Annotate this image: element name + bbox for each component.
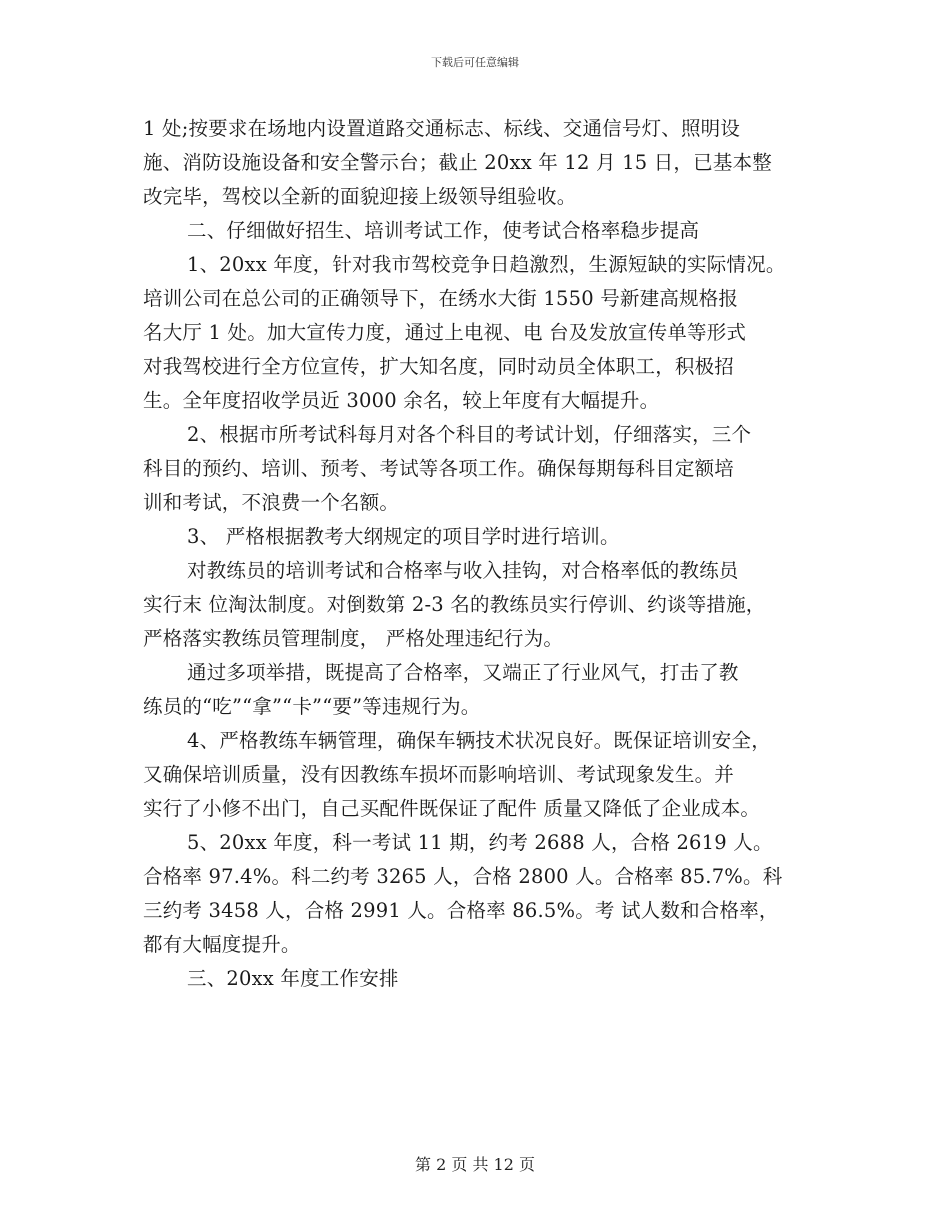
text-line: 1、20xx 年度，针对我市驾校竞争日趋激烈，生源短缺的实际情况。: [187, 253, 786, 276]
text-line: 又确保培训质量，没有因教练车损坏而影响培训、考试现象发生。并: [143, 763, 735, 786]
page-number-footer: 第 2 页 共 12 页: [415, 1155, 535, 1174]
text-line: 改完毕，驾校以全新的面貌迎接上级领导组验收。: [143, 185, 577, 208]
text-line: 练员的“吃”“拿”“卡”“要”等违规行为。: [143, 695, 481, 718]
text-line: 训和考试，不浪费一个名额。: [143, 491, 400, 514]
text-line: 3、 严格根据教考大纲规定的项目学时进行培训。: [187, 525, 620, 548]
document-body: [143, 112, 823, 996]
section-heading: 三、20xx 年度工作安排: [187, 967, 399, 990]
text-line: 对教练员的培训考试和合格率与收入挂钩，对合格率低的教练员: [187, 559, 739, 582]
text-line: 科目的预约、培训、预考、考试等各项工作。确保每期每科目定额培: [143, 457, 735, 480]
text-line: 通过多项举措，既提高了合格率，又端正了行业风气，打击了教: [187, 661, 739, 684]
text-line: 实行末 位淘汰制度。对倒数第 2-3 名的教练员实行停训、约谈等措施，: [143, 593, 766, 616]
text-line: 实行了小修不出门，自己买配件既保证了配件 质量又降低了企业成本。: [143, 797, 761, 820]
text-line: 施、消防设施设备和安全警示台；截止 20xx 年 12 月 15 日，已基本整: [143, 151, 772, 174]
text-line: 对我驾校进行全方位宣传，扩大知名度，同时动员全体职工，积极招: [143, 355, 735, 378]
text-line: 4、严格教练车辆管理，确保车辆技术状况良好。既保证培训安全，: [187, 729, 771, 752]
text-line: 2、根据市所考试科每月对各个科目的考试计划，仔细落实，三个: [187, 423, 752, 446]
text-line: 生。全年度招收学员近 3000 余名，较上年度有大幅提升。: [143, 389, 660, 412]
text-line: 三约考 3458 人，合格 2991 人。合格率 86.5%。考 试人数和合格率，: [143, 899, 779, 922]
text-line: 名大厅 1 处。加大宣传力度，通过上电视、电 台及发放宣传单等形式: [143, 321, 747, 344]
section-heading: 二、仔细做好招生、培训考试工作，使考试合格率稳步提高: [187, 219, 700, 242]
text-line: 1 处;按要求在场地内设置道路交通标志、标线、交通信号灯、照明设: [143, 117, 741, 140]
page-header: 下载后可任意编辑: [431, 56, 519, 69]
text-line: 5、20xx 年度，科一考试 11 期，约考 2688 人，合格 2619 人。: [187, 831, 773, 854]
text-line: 都有大幅度提升。: [143, 933, 301, 956]
text-line: 合格率 97.4%。科二约考 3265 人，合格 2800 人。合格率 85.7%。科: [143, 865, 783, 888]
text-line: 严格落实教练员管理制度， 严格处理违纪行为。: [143, 627, 564, 650]
text-line: 培训公司在总公司的正确领导下，在绣水大街 1550 号新建高规格报: [143, 287, 739, 310]
